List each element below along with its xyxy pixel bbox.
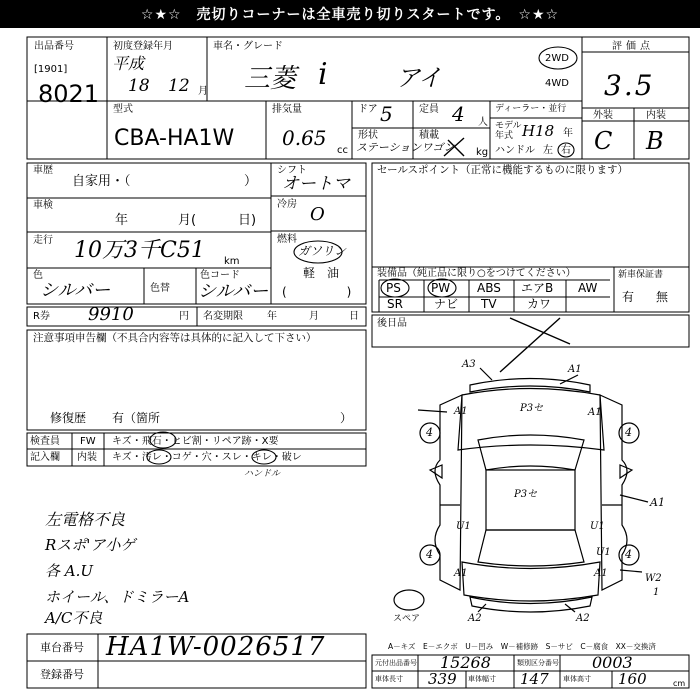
exterior-grade: C [594,127,613,155]
history-close: ） [244,174,258,189]
mark-wheel-rl: 4 [426,548,433,561]
mark-a2-left: A2 [468,613,482,624]
dealer-label: ディーラー・並行 [495,104,567,114]
capacity-value: 4 [452,102,465,126]
model-year-value: H18 [522,122,555,140]
header-banner: ☆★☆ 売切りコーナーは全車売り切りスタートです。 ☆★☆ [0,0,700,28]
lot-number: 8021 [38,80,100,108]
model-year-label: 年式 [495,131,514,141]
cert-value: 15268 [440,653,491,672]
warranty-yes: 有 [622,290,635,304]
mark-a1-rr: A1 [594,568,608,579]
width-value: 147 [520,670,549,688]
cert-label: 元付出品番号 [375,659,417,667]
car-name-label: 車名・グレード [213,41,283,52]
door-label: ドア [358,104,378,115]
mark-a2-right: A2 [576,613,590,624]
tax-month: 月 [309,311,319,322]
note-line-1: 左電格不良 [45,510,126,529]
length-value: 339 [428,670,457,688]
type-label: 型式 [113,104,133,115]
color-value: シルバー [40,280,111,301]
fw-label: FW [80,436,96,447]
first-reg-label: 初度登録年月 [113,41,173,52]
sales-point-label: セールスポイント（正常に機能するものに限ります） [377,164,629,176]
repair-label: 修復歴 [50,411,87,425]
equip-abs: ABS [477,281,501,295]
shift-value: オートマ [282,174,350,194]
month-value: 12 [168,76,190,96]
model-code: CBA-HA1W [114,126,235,151]
load-label: 積載 [419,130,439,141]
color-code-label: 色コード [200,270,240,281]
inspection-label: 車検 [33,200,53,211]
note-line-2: Rスポ'ア小ゲ [45,536,136,554]
year-value: 18 [128,76,150,96]
mileage-label: 走行 [33,235,53,246]
equip-ps: PS [386,281,401,295]
shift-label: シフト [277,165,307,176]
capacity-label: 定員 [419,104,439,115]
fuel-paren: ( ) [282,285,352,299]
handle-note: ハンドル [244,469,281,479]
equip-navi: ナビ [434,297,459,311]
recycle-label: R券 [33,311,50,322]
length-label: 車体長寸 [375,675,403,683]
note-line-5: A/C不良 [45,609,103,627]
drive-2wd: 2WD [545,53,569,64]
height-label: 車体高寸 [563,675,591,683]
mileage-value: 10万3千C51 [74,238,205,263]
tax-year: 年 [267,311,277,322]
interior-items: キズ・汚レ・コゲ・穴・スレ・キレ・破レ [112,452,302,463]
color-change-label: 色替 [150,283,170,294]
recycle-value: 9910 [88,304,134,325]
exterior-label: 外装 [593,110,613,121]
era-value: 平成 [112,54,145,73]
insp-year: 年 [115,213,129,228]
mark-w2: W2 [645,573,662,584]
mark-p3se-roof: P3セ [514,489,538,500]
mark-1: 1 [653,587,660,598]
tax-label: 名変期限 [203,311,243,322]
displacement-value: 0.65 [282,126,327,150]
warning-label: 注意事項申告欄（不具合内容等は具体的に記入して下さい） [33,332,317,344]
maker-value: 三菱 [244,64,297,94]
month-unit: 月 [198,86,208,97]
cat-label: 類別区分番号 [517,659,559,667]
spare-label: スペア [393,614,421,624]
interior-grade: B [646,127,664,155]
mark-a3: A3 [462,359,476,370]
lot-prefix: [1901] [34,64,68,75]
fw-items: キズ・飛石・ヒビ割・リペア跡・X要 [112,436,279,447]
score-value: 3.5 [604,69,655,102]
mark-a1-right: A1 [588,407,602,418]
fuel-label: 燃料 [277,234,297,245]
mark-a1-left: A1 [454,406,468,417]
lot-label: 出品番号 [34,41,74,52]
history-label: 車歴 [33,165,53,176]
cc-unit: cc [337,145,348,156]
mark-p3se-hood: P3セ [520,403,544,414]
handle-left: 左 [543,145,553,156]
mark-a1-front: A1 [568,364,582,375]
ac-label: 冷房 [277,199,297,210]
history-value: 自家用・（ [72,174,131,189]
kana-value: アイ [396,64,442,92]
yen-unit: 円 [179,311,189,322]
mark-u1-rear: U1 [596,547,611,558]
entry-label: 記入欄 [30,452,60,463]
height-value: 160 [618,670,647,688]
interior-items-label: 内装 [77,452,97,463]
kg-unit: kg [476,147,489,158]
shape-label: 形状 [358,130,378,141]
cat-value: 0003 [592,653,633,672]
year-unit: 年 [563,128,573,139]
tax-day: 日 [349,311,359,322]
equip-pw: PW [431,281,451,295]
equip-airbag: エアB [521,281,554,295]
model-sub-label: モデル [495,121,522,131]
mark-u1-right: U1 [590,521,605,532]
warranty-label: 新車保証書 [618,270,664,280]
chassis-label: 車台番号 [40,641,84,654]
drive-4wd: 4WD [545,78,569,89]
fuel-alt: 軽 油 [303,266,340,280]
shape-value: ステーションワゴン [356,141,455,154]
mark-a1-door: A1 [650,496,665,509]
persons-unit: 人 [478,117,488,128]
displacement-label: 排気量 [272,104,302,115]
insp-month: 月( [178,213,197,228]
mark-wheel-fl: 4 [426,426,433,439]
insp-day: 日) [238,213,257,228]
repair-close: ） [340,411,353,425]
repair-value: 有（箇所 [112,411,161,425]
mark-wheel-rr: 4 [625,548,632,561]
chassis-value: HA1W-0026517 [106,632,326,662]
handle-label: ハンドル [495,145,535,156]
color-label: 色 [33,270,43,281]
note-line-4: ホイール、ドミラーA [45,588,190,606]
door-value: 5 [380,102,393,126]
equip-sr: SR [387,297,403,311]
note-line-3: 各 A.U [45,562,94,580]
equip-leather: カワ [527,297,552,311]
rear-seat-label: 後日品 [377,318,407,329]
ac-value: O [310,204,325,225]
km-unit: km [224,256,240,267]
car-diagram [394,138,648,612]
equipment-label: 装備品（純正品に限り○をつけてください） [377,268,576,279]
mark-a1-rl: A1 [454,568,468,579]
inspector-label: 検査員 [30,436,60,447]
reg-label: 登録番号 [40,668,84,681]
mark-u1-left: U1 [456,521,471,532]
equip-aw: AW [578,281,598,295]
equip-tv: TV [481,297,497,311]
warranty-no: 無 [656,290,669,304]
handle-right: 右 [561,145,571,156]
interior-label: 内装 [646,110,666,121]
mark-wheel-fr: 4 [625,426,632,439]
color-code-value: シルバー [198,281,269,302]
width-label: 車体幅寸 [468,675,496,683]
model-value: i [318,57,328,92]
cm-unit: cm [673,679,686,688]
damage-legend: A－キズ E－エクボ U－凹み W－補修跡 S－サビ C－腐食 XX－交換済 [388,642,656,651]
score-label: 評価点 [612,41,654,52]
fuel-value: ガソリン [298,244,347,258]
